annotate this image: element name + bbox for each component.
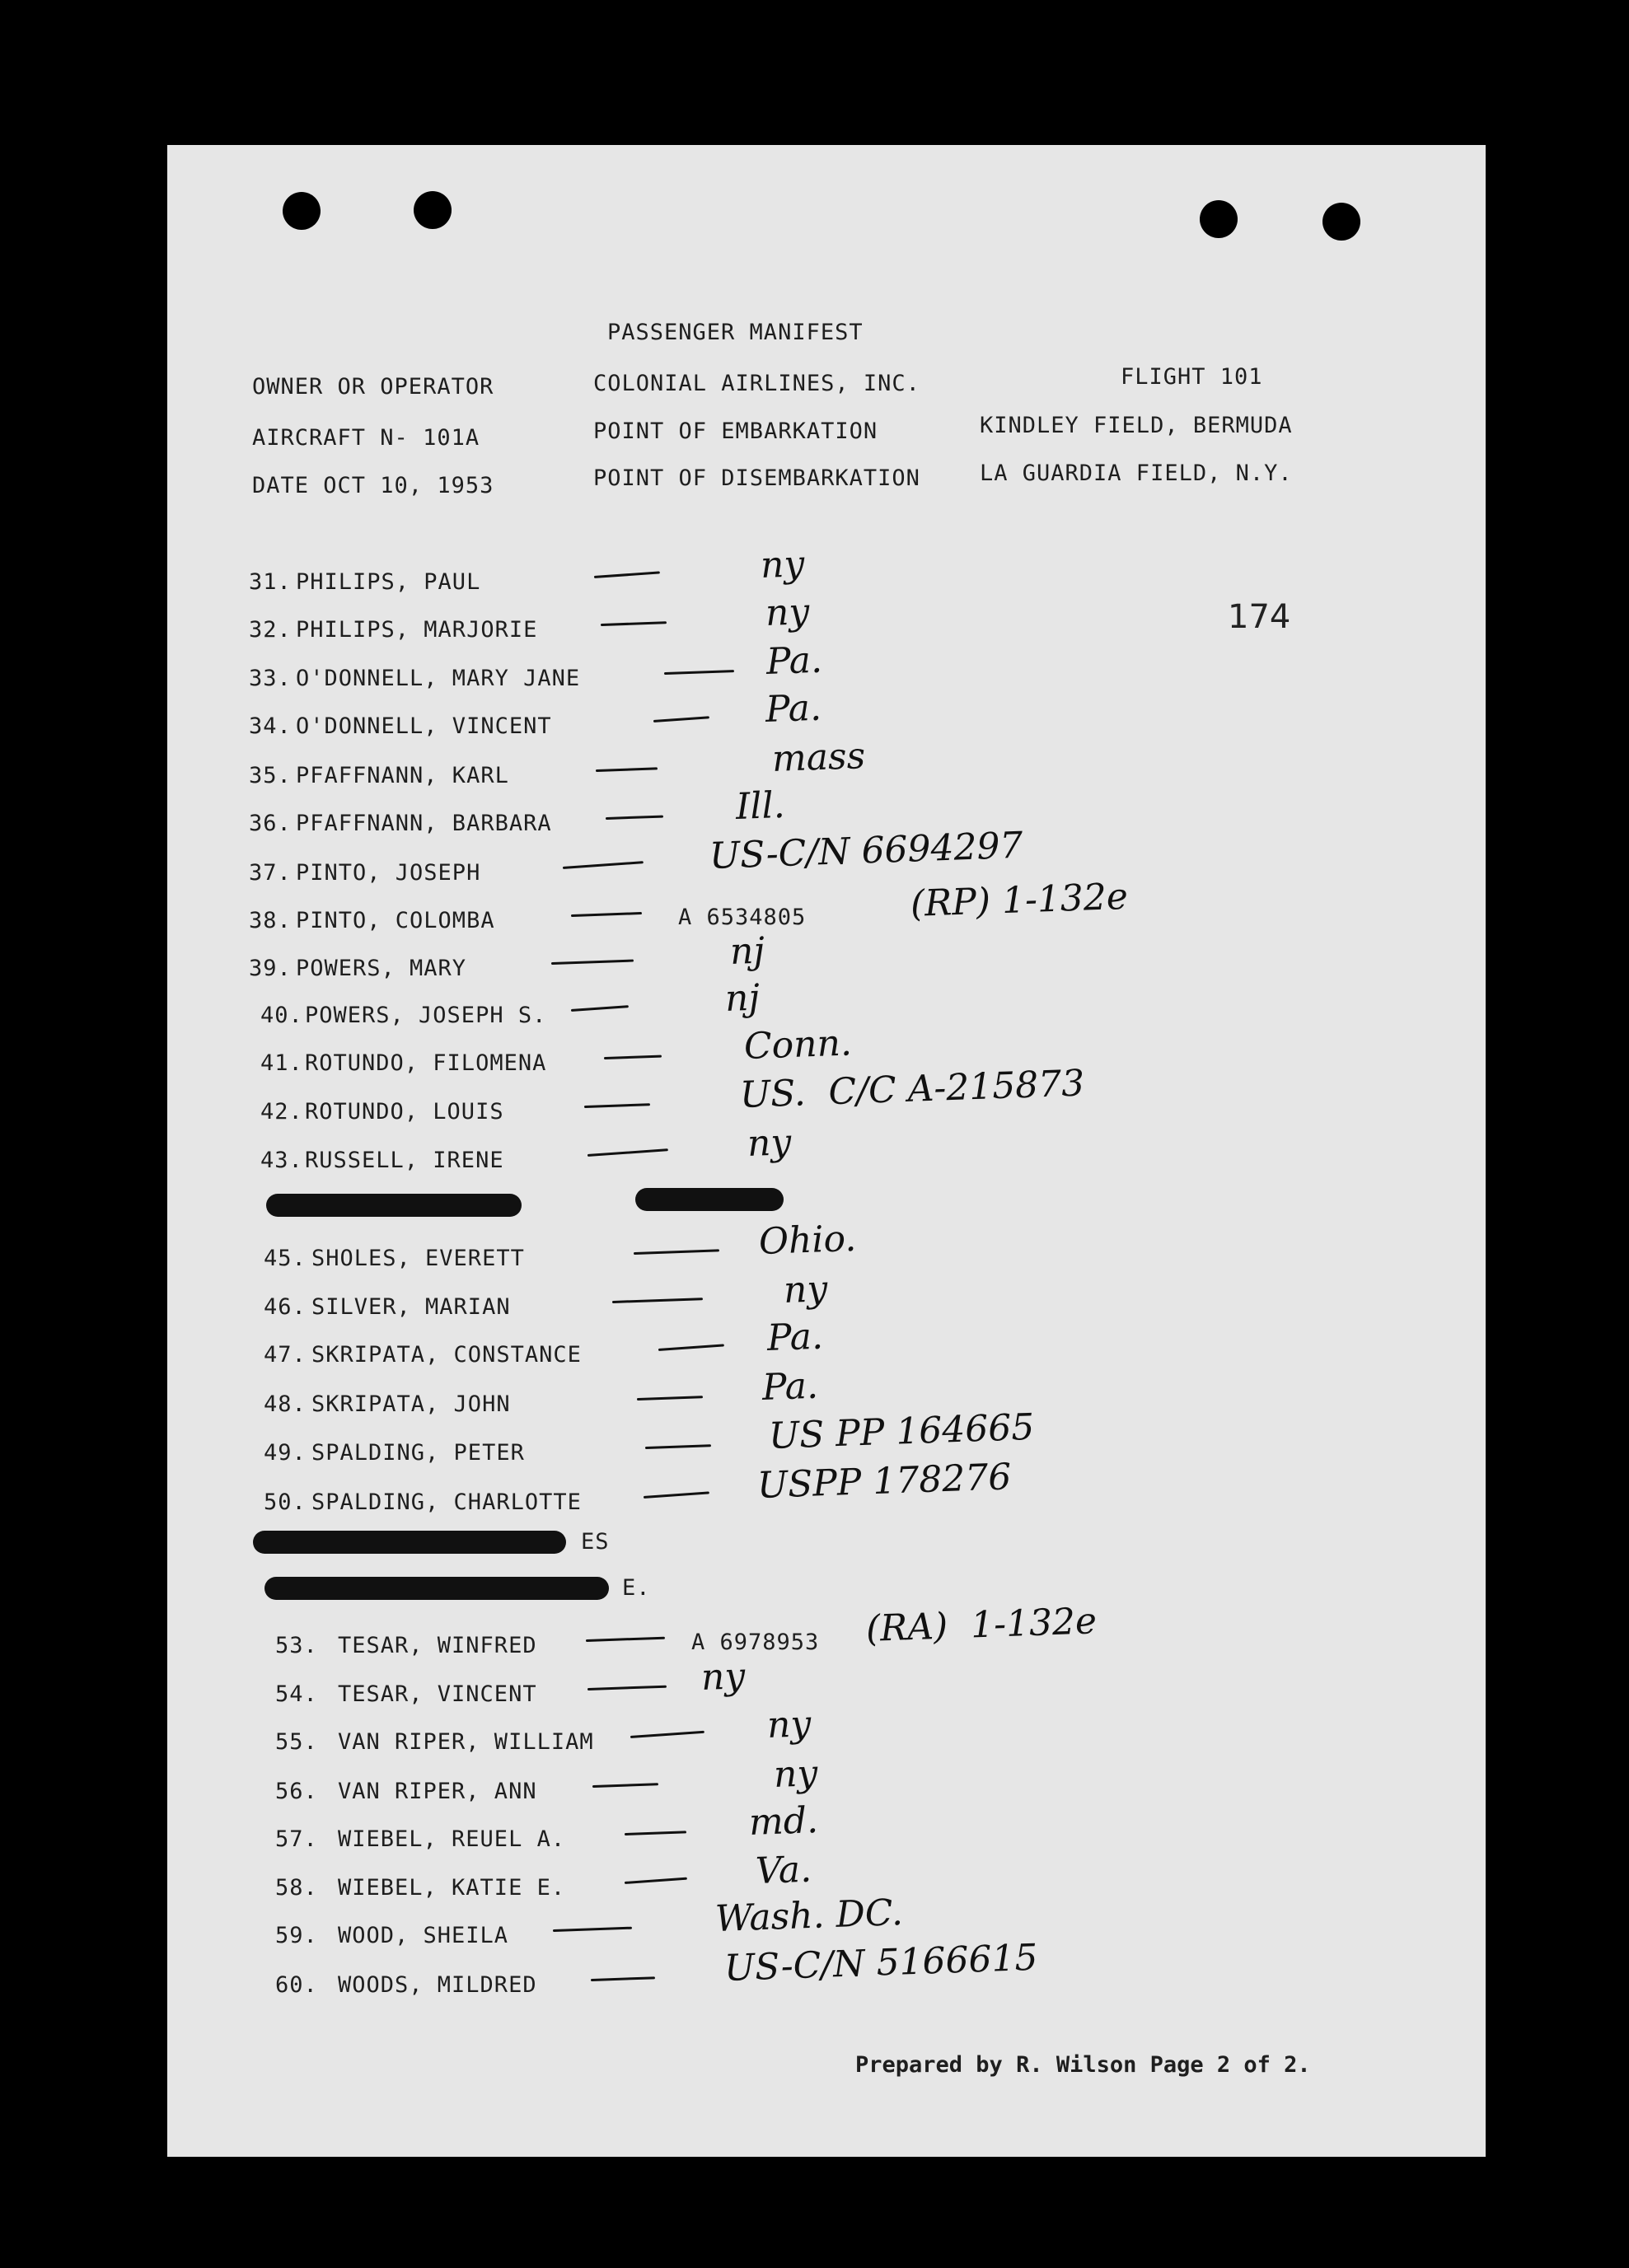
passenger-number: 43. — [260, 1148, 303, 1173]
disembarkation-value: LA GUARDIA FIELD, N.Y. — [980, 461, 1293, 486]
handwritten-note: ny — [747, 1121, 793, 1165]
handwritten-note: ny — [700, 1655, 747, 1699]
passenger-name: PINTO, COLOMBA — [296, 908, 495, 933]
handwritten-note: Wash. DC. — [714, 1892, 904, 1940]
passenger-number: 31. — [249, 569, 292, 595]
passenger-name: WIEBEL, REUEL A. — [338, 1826, 566, 1852]
passenger-number: 58. — [275, 1875, 318, 1901]
passenger-name: WOOD, SHEILA — [338, 1923, 509, 1948]
handwritten-note: (RP) 1-132e — [910, 875, 1129, 925]
handwritten-note: Va. — [755, 1848, 812, 1892]
passenger-name: PFAFFNANN, BARBARA — [296, 811, 552, 836]
redaction-bar — [253, 1531, 566, 1554]
prepared-by-footer: Prepared by R. Wilson Page 2 of 2. — [855, 2052, 1311, 2078]
passenger-name: WIEBEL, KATIE E. — [338, 1875, 566, 1901]
handwritten-dash — [551, 960, 634, 965]
handwritten-note: (RA) 1-132e — [865, 1600, 1098, 1650]
passenger-number: 56. — [275, 1779, 318, 1804]
passenger-number: 60. — [275, 1972, 318, 1998]
handwritten-dash — [630, 1731, 704, 1738]
passenger-number: 59. — [275, 1923, 318, 1948]
aircraft-number: AIRCRAFT N- 101A — [252, 425, 480, 451]
handwritten-note: US-C/N 5166615 — [723, 1936, 1039, 1990]
passenger-name: POWERS, MARY — [296, 956, 467, 981]
passenger-name: VAN RIPER, ANN — [338, 1779, 537, 1804]
handwritten-dash — [644, 1491, 709, 1499]
handwritten-dash — [637, 1396, 703, 1401]
owner-label: OWNER OR OPERATOR — [252, 374, 494, 400]
passenger-number: 32. — [249, 617, 292, 643]
redaction-bar — [266, 1194, 522, 1217]
owner-value: COLONIAL AIRLINES, INC. — [593, 371, 920, 396]
embarkation-value: KINDLEY FIELD, BERMUDA — [980, 413, 1293, 438]
passenger-number: 34. — [249, 713, 292, 739]
passenger-name: ROTUNDO, LOUIS — [305, 1099, 504, 1125]
passenger-name: SILVER, MARIAN — [311, 1294, 511, 1320]
alien-registration-number: A 6534805 — [678, 905, 807, 930]
passenger-name: SKRIPATA, CONSTANCE — [311, 1342, 582, 1368]
handwritten-dash — [587, 1686, 667, 1690]
handwritten-note: Ill. — [735, 783, 786, 828]
handwritten-note: ny — [765, 591, 811, 634]
passenger-number: 41. — [260, 1050, 303, 1076]
handwritten-note: mass — [771, 735, 866, 780]
handwritten-dash — [587, 1148, 668, 1157]
handwritten-note: Conn. — [743, 1022, 853, 1068]
handwritten-note: ny — [773, 1752, 819, 1796]
manifest-date: DATE OCT 10, 1953 — [252, 473, 494, 498]
handwritten-dash — [606, 816, 663, 820]
passenger-name: PHILIPS, MARJORIE — [296, 617, 538, 643]
passenger-name: PFAFFNANN, KARL — [296, 763, 509, 788]
passenger-name: RUSSELL, IRENE — [305, 1148, 504, 1173]
passenger-number: 50. — [264, 1489, 307, 1515]
passenger-name: SPALDING, PETER — [311, 1440, 525, 1466]
handwritten-dash — [571, 912, 642, 917]
handwritten-note: Ohio. — [758, 1217, 858, 1263]
redacted-fragment: ES — [581, 1529, 610, 1555]
handwritten-dash — [625, 1831, 686, 1835]
handwritten-dash — [645, 1444, 711, 1449]
handwritten-dash — [653, 716, 709, 722]
manifest-page — [167, 145, 1486, 2157]
passenger-number: 33. — [249, 666, 292, 691]
handwritten-dash — [604, 1055, 662, 1059]
handwritten-note: Pa. — [761, 1364, 819, 1409]
handwritten-note: USPP 178276 — [756, 1456, 1013, 1507]
redaction-bar — [635, 1188, 784, 1211]
passenger-number: 53. — [275, 1633, 318, 1658]
handwritten-note: US-C/N 6694297 — [709, 824, 1024, 877]
handwritten-note: Pa. — [765, 638, 823, 683]
page-stamp-number: 174 — [1228, 598, 1291, 636]
passenger-number: 42. — [260, 1099, 303, 1125]
handwritten-dash — [591, 1976, 655, 1981]
passenger-name: TESAR, WINFRED — [338, 1633, 537, 1658]
handwritten-dash — [658, 1344, 724, 1351]
flight-number: FLIGHT 101 — [1121, 364, 1263, 390]
passenger-number: 46. — [264, 1294, 307, 1320]
passenger-name: WOODS, MILDRED — [338, 1972, 537, 1998]
passenger-number: 38. — [249, 908, 292, 933]
passenger-number: 36. — [249, 811, 292, 836]
passenger-name: SHOLES, EVERETT — [311, 1246, 525, 1271]
handwritten-note: Pa. — [766, 1315, 824, 1359]
embarkation-label: POINT OF EMBARKATION — [593, 419, 878, 444]
passenger-number: 49. — [264, 1440, 307, 1466]
handwritten-note: US PP 164665 — [768, 1405, 1036, 1457]
handwritten-note: md. — [748, 1799, 819, 1844]
redacted-fragment: E. — [622, 1575, 651, 1601]
passenger-name: SPALDING, CHARLOTTE — [311, 1489, 582, 1515]
disembarkation-label: POINT OF DISEMBARKATION — [593, 465, 920, 491]
passenger-number: 37. — [249, 860, 292, 886]
handwritten-note: nj — [724, 976, 761, 1020]
passenger-name: O'DONNELL, MARY JANE — [296, 666, 581, 691]
handwritten-dash — [553, 1927, 632, 1932]
handwritten-note: ny — [783, 1268, 829, 1312]
passenger-name: PHILIPS, PAUL — [296, 569, 481, 595]
punch-hole — [283, 192, 321, 230]
handwritten-note: ny — [766, 1703, 812, 1747]
passenger-name: PINTO, JOSEPH — [296, 860, 481, 886]
handwritten-note: nj — [729, 929, 765, 973]
page-title: PASSENGER MANIFEST — [607, 320, 864, 345]
passenger-name: VAN RIPER, WILLIAM — [338, 1729, 594, 1755]
passenger-number: 39. — [249, 956, 292, 981]
handwritten-dash — [601, 621, 667, 626]
handwritten-dash — [634, 1249, 719, 1255]
alien-registration-number: A 6978953 — [691, 1630, 820, 1655]
passenger-number: 48. — [264, 1391, 307, 1417]
redaction-bar — [264, 1577, 609, 1600]
handwritten-dash — [571, 1005, 629, 1012]
handwritten-dash — [563, 861, 644, 869]
punch-hole — [1322, 203, 1360, 241]
passenger-name: SKRIPATA, JOHN — [311, 1391, 511, 1417]
passenger-number: 54. — [275, 1681, 318, 1707]
passenger-number: 47. — [264, 1342, 307, 1368]
punch-hole — [1200, 200, 1238, 238]
passenger-name: TESAR, VINCENT — [338, 1681, 537, 1707]
passenger-name: ROTUNDO, FILOMENA — [305, 1050, 547, 1076]
passenger-number: 40. — [260, 1003, 303, 1028]
passenger-number: 45. — [264, 1246, 307, 1271]
handwritten-dash — [625, 1878, 687, 1884]
handwritten-dash — [596, 767, 658, 772]
passenger-number: 57. — [275, 1826, 318, 1852]
handwritten-note: Pa. — [765, 686, 822, 731]
handwritten-dash — [664, 670, 734, 675]
handwritten-dash — [612, 1298, 703, 1303]
passenger-number: 55. — [275, 1729, 318, 1755]
handwritten-dash — [586, 1637, 665, 1642]
passenger-number: 35. — [249, 763, 292, 788]
punch-hole — [414, 191, 452, 229]
handwritten-note: US. C/C A-215873 — [739, 1062, 1086, 1116]
handwritten-dash — [592, 1783, 658, 1788]
handwritten-dash — [594, 571, 660, 578]
handwritten-dash — [584, 1103, 650, 1108]
passenger-name: O'DONNELL, VINCENT — [296, 713, 552, 739]
handwritten-note: ny — [760, 543, 806, 587]
passenger-name: POWERS, JOSEPH S. — [305, 1003, 547, 1028]
